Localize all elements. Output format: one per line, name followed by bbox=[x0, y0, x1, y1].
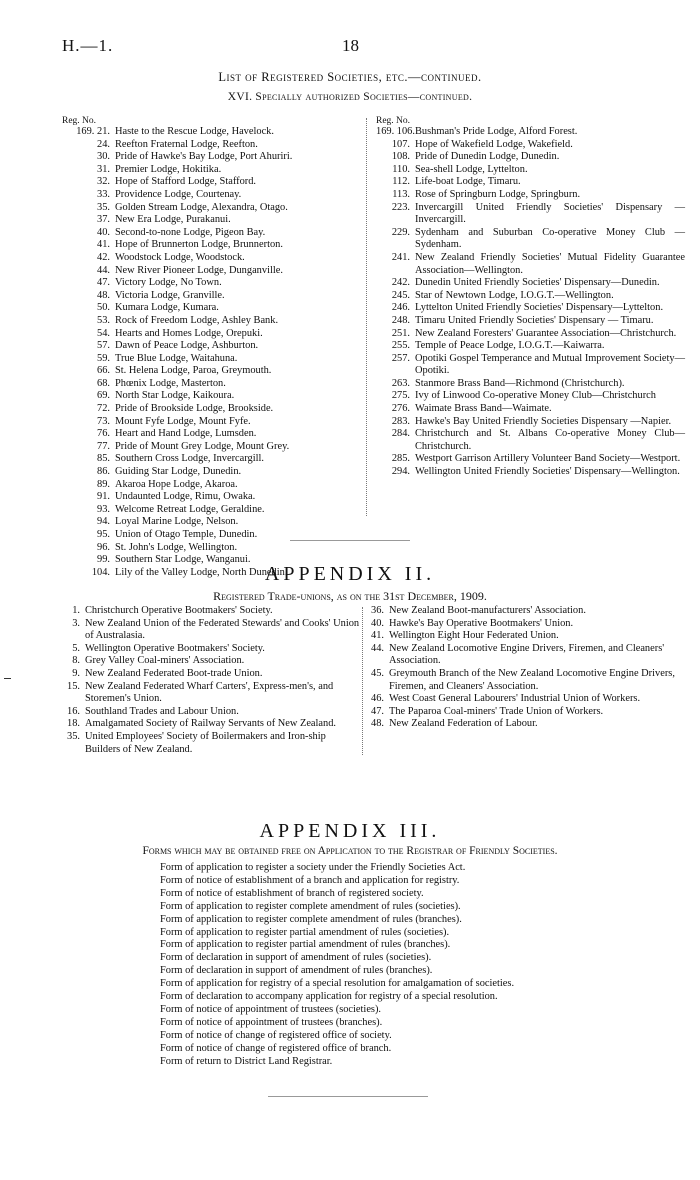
society-entry-text: North Star Lodge, Kaikoura. bbox=[115, 390, 235, 402]
form-item: Form of notice of appointment of trustees (societies). bbox=[160, 1003, 382, 1015]
society-entry-number: 31. bbox=[97, 163, 110, 175]
column-divider bbox=[366, 118, 367, 516]
society-entry bbox=[62, 239, 362, 252]
society-entry bbox=[376, 227, 696, 252]
section-title: List of Registered Societies, etc.—continued. bbox=[218, 70, 482, 84]
society-entry-number: 72. bbox=[97, 403, 110, 415]
society-entry-number: 73. bbox=[97, 415, 110, 427]
form-item: Form of declaration in support of amendment of rules (branches). bbox=[160, 965, 433, 977]
society-entry-number: 169. 21. bbox=[76, 126, 110, 137]
trade-union-entry-number: 48. bbox=[371, 718, 384, 730]
society-entry-number: 47. bbox=[97, 277, 110, 289]
reg-no-label-left: Reg. No. bbox=[62, 116, 97, 126]
appendix-ii-title: APPENDIX II. bbox=[264, 563, 436, 585]
trade-union-entry bbox=[62, 643, 362, 656]
society-entry-number: 94. bbox=[97, 516, 110, 528]
society-entry bbox=[62, 479, 362, 492]
society-entry-text: Lily of the Valley Lodge, North Dunedin. bbox=[115, 566, 288, 578]
trade-union-entry-text: Amalgamated Society of Railway Servants of New Zealand. bbox=[85, 718, 337, 730]
society-entry-number: 59. bbox=[97, 352, 110, 364]
header-reference: H.—1. bbox=[62, 36, 114, 55]
society-entry-text: Dunedin United Friendly Societies' Dispensary—Dunedin. bbox=[415, 277, 660, 289]
trade-union-entry bbox=[62, 618, 362, 643]
society-entry bbox=[376, 189, 696, 202]
society-entry-number: 85. bbox=[97, 453, 110, 465]
trade-union-entry-text: United Employees' Society of Boilermakers and Iron-ship Builders of New Zealand. bbox=[85, 730, 326, 755]
society-entry bbox=[376, 126, 696, 139]
trade-union-entry bbox=[62, 731, 362, 756]
society-entry-number: 242. bbox=[391, 277, 410, 289]
society-entry-number: 294. bbox=[391, 466, 410, 478]
trade-union-entry-text: Hawke's Bay Operative Bootmakers' Union. bbox=[389, 617, 574, 629]
society-entry-number: 275. bbox=[391, 390, 410, 402]
society-entry-number: 44. bbox=[97, 264, 110, 276]
trade-union-entry bbox=[62, 668, 362, 681]
society-entry-number: 93. bbox=[97, 503, 110, 515]
trade-union-entry bbox=[366, 706, 696, 719]
end-rule bbox=[268, 1096, 428, 1097]
society-entry-number: 76. bbox=[97, 428, 110, 440]
society-entry-text: New Zealand Foresters' Guarantee Association—Christchurch. bbox=[415, 327, 677, 339]
society-entry bbox=[376, 353, 696, 378]
society-entry bbox=[62, 328, 362, 341]
society-entry-number: 48. bbox=[97, 289, 110, 301]
society-entry-number: 50. bbox=[97, 302, 110, 314]
trade-union-entry-text: New Zealand Locomotive Engine Drivers, Firemen, and Cleaners' Association. bbox=[389, 642, 665, 667]
society-entry bbox=[62, 139, 362, 152]
society-entry bbox=[62, 176, 362, 189]
trade-union-entry-text: West Coast General Labourers' Industrial Union of Workers. bbox=[389, 693, 641, 705]
society-entry-text: Hope of Stafford Lodge, Stafford. bbox=[115, 176, 257, 188]
society-entry bbox=[62, 302, 362, 315]
society-entry bbox=[62, 202, 362, 215]
trade-union-entry bbox=[62, 655, 362, 668]
society-entry bbox=[62, 466, 362, 479]
society-entry-number: 241. bbox=[391, 251, 410, 263]
society-entry-text: Bushman's Pride Lodge, Alford Forest. bbox=[415, 126, 578, 137]
society-entry-text: Christchurch and St. Albans Co-operative Money Club—Christchurch. bbox=[415, 428, 685, 452]
trade-union-entry-text: Greymouth Branch of the New Zealand Locomotive Engine Drivers, Firemen, and Cleaners' Association. bbox=[389, 667, 675, 692]
form-item: Form of application to register complete amendment of rules (societies). bbox=[160, 900, 461, 912]
trade-union-entry bbox=[62, 718, 362, 731]
trade-union-entry-text: Southland Trades and Labour Union. bbox=[85, 705, 239, 717]
divider-rule bbox=[290, 540, 410, 541]
society-entry bbox=[62, 277, 362, 290]
trade-union-entry-number: 8. bbox=[72, 655, 80, 667]
society-entry-text: Lyttelton United Friendly Societies' Dispensary—Lyttelton. bbox=[415, 302, 664, 314]
society-entry bbox=[62, 416, 362, 429]
appendix-ii-subtitle: Registered Trade-unions, as on the 31st December, 1909. bbox=[213, 589, 487, 603]
society-entry-text: New Era Lodge, Purakanui. bbox=[115, 214, 231, 226]
society-entry-number: 251. bbox=[391, 327, 410, 339]
form-item: Form of application for registry of a special resolution for amalgamation of societies. bbox=[160, 978, 515, 990]
trade-union-entry-number: 45. bbox=[371, 667, 384, 679]
page-number: 18 bbox=[342, 36, 359, 55]
society-entry-text: Southern Star Lodge, Wanganui. bbox=[115, 554, 251, 566]
trade-union-entry-number: 9. bbox=[72, 667, 80, 679]
trade-union-entry-number: 15. bbox=[67, 680, 80, 692]
society-entry-text: Invercargill United Friendly Societies' Dispensary —Invercargill. bbox=[415, 201, 685, 226]
society-entry-text: Hope of Wakefield Lodge, Wakefield. bbox=[415, 138, 573, 150]
society-entry-text: Hope of Brunnerton Lodge, Brunnerton. bbox=[115, 239, 283, 251]
society-entry-number: 91. bbox=[97, 491, 110, 503]
trade-union-entry bbox=[366, 643, 696, 668]
society-entry-text: Opotiki Gospel Temperance and Mutual Improvement Society—Opotiki. bbox=[415, 352, 685, 377]
society-entry bbox=[62, 491, 362, 504]
society-entry-number: 257. bbox=[391, 352, 410, 364]
society-entry bbox=[376, 176, 696, 189]
society-entry-number: 107. bbox=[391, 138, 410, 150]
society-entry-text: Ivy of Linwood Co-operative Money Club—Christchurch bbox=[415, 390, 656, 402]
society-entry-text: Undaunted Lodge, Rimu, Owaka. bbox=[115, 491, 256, 503]
society-entry-text: Mount Fyfe Lodge, Mount Fyfe. bbox=[115, 415, 251, 427]
forms-list bbox=[160, 862, 514, 1069]
society-entry bbox=[62, 353, 362, 366]
trade-union-entry-number: 36. bbox=[371, 605, 384, 616]
society-entry-text: Stanmore Brass Band—Richmond (Christchurch). bbox=[415, 377, 625, 389]
society-entry-number: 86. bbox=[97, 466, 110, 478]
right-list-body bbox=[376, 126, 696, 479]
society-entry bbox=[62, 378, 362, 391]
left-society-list bbox=[62, 116, 362, 579]
society-entry bbox=[62, 403, 362, 416]
society-entry bbox=[62, 390, 362, 403]
trade-union-entry-text: Wellington Eight Hour Federated Union. bbox=[389, 630, 559, 642]
trade-union-entry bbox=[366, 618, 696, 631]
trade-union-entry-number: 47. bbox=[371, 705, 384, 717]
society-entry-text: Akaroa Hope Lodge, Akaroa. bbox=[115, 478, 238, 490]
society-entry-number: 42. bbox=[97, 251, 110, 263]
society-entry bbox=[62, 340, 362, 353]
society-entry-text: Victoria Lodge, Granville. bbox=[115, 289, 225, 301]
society-entry-text: Hawke's Bay United Friendly Societies Dispensary —Napier. bbox=[415, 415, 672, 427]
society-entry-text: Providence Lodge, Courtenay. bbox=[115, 188, 242, 200]
form-item: Form of application to register complete amendment of rules (branches). bbox=[160, 913, 462, 925]
society-entry-number: 54. bbox=[97, 327, 110, 339]
society-entry-text: Phœnix Lodge, Masterton. bbox=[115, 377, 226, 389]
society-entry bbox=[62, 164, 362, 177]
society-entry-number: 246. bbox=[391, 302, 410, 314]
society-entry bbox=[376, 252, 696, 277]
trade-union-entry-number: 41. bbox=[371, 630, 384, 642]
society-entry-number: 96. bbox=[97, 541, 110, 553]
society-entry bbox=[62, 441, 362, 454]
society-entry-text: Hearts and Homes Lodge, Orepuki. bbox=[115, 327, 263, 339]
society-entry-text: Heart and Hand Lodge, Lumsden. bbox=[115, 428, 257, 440]
society-entry bbox=[376, 416, 696, 429]
society-entry-text: Star of Newtown Lodge, I.O.G.T.—Wellington. bbox=[415, 289, 614, 301]
trade-union-entry-text: Grey Valley Coal-miners' Association. bbox=[85, 655, 245, 667]
society-entry bbox=[62, 265, 362, 278]
form-item: Form of declaration to accompany application for registry of a special resolution. bbox=[160, 991, 498, 1003]
society-entry-number: 99. bbox=[97, 554, 110, 566]
form-item: Form of application to register partial amendment of rules (societies). bbox=[160, 926, 450, 938]
form-item: Form of application to register a society under the Friendly Societies Act. bbox=[160, 862, 466, 873]
subsection-title: XVI. Specially authorized Societies—continued. bbox=[227, 91, 473, 103]
society-entry-number: 24. bbox=[97, 138, 110, 150]
society-entry bbox=[376, 340, 696, 353]
society-entry bbox=[62, 189, 362, 202]
society-entry bbox=[376, 151, 696, 164]
society-entry-number: 245. bbox=[391, 289, 410, 301]
society-entry-number: 68. bbox=[97, 377, 110, 389]
trade-union-entry bbox=[366, 668, 696, 693]
society-entry-number: 30. bbox=[97, 151, 110, 163]
society-entry-number: 110. bbox=[392, 163, 410, 175]
society-entry-text: Pride of Brookside Lodge, Brookside. bbox=[115, 403, 274, 415]
society-entry-number: 40. bbox=[97, 226, 110, 238]
form-item: Form of declaration in support of amendment of rules (societies). bbox=[160, 952, 432, 964]
form-item: Form of notice of establishment of a branch and application for registry. bbox=[160, 874, 460, 886]
society-entry-text: Victory Lodge, No Town. bbox=[115, 277, 222, 289]
society-entry bbox=[376, 315, 696, 328]
society-entry-text: Woodstock Lodge, Woodstock. bbox=[115, 251, 245, 263]
trade-union-entry bbox=[62, 706, 362, 719]
society-entry bbox=[62, 504, 362, 517]
society-entry bbox=[62, 290, 362, 303]
society-entry bbox=[376, 378, 696, 391]
society-entry bbox=[62, 227, 362, 240]
society-entry bbox=[376, 277, 696, 290]
society-entry-number: 66. bbox=[97, 365, 110, 377]
society-entry bbox=[62, 428, 362, 441]
society-entry bbox=[62, 126, 362, 139]
society-entry bbox=[62, 151, 362, 164]
society-entry-text: Sea-shell Lodge, Lyttelton. bbox=[415, 163, 528, 175]
society-entry-text: Life-boat Lodge, Timaru. bbox=[415, 176, 521, 188]
trade-union-entry bbox=[62, 605, 362, 618]
society-entry-text: Rose of Springburn Lodge, Springburn. bbox=[415, 188, 581, 200]
society-entry-number: 77. bbox=[97, 440, 110, 452]
society-entry-text: Premier Lodge, Hokitika. bbox=[115, 163, 222, 175]
society-entry-number: 35. bbox=[97, 201, 110, 213]
society-entry-number: 169. 106. bbox=[376, 126, 415, 137]
trade-union-entry bbox=[366, 630, 696, 643]
society-entry bbox=[376, 390, 696, 403]
society-entry bbox=[376, 302, 696, 315]
trade-union-entry-number: 3. bbox=[72, 617, 80, 629]
society-entry-number: 248. bbox=[391, 314, 410, 326]
trade-union-entry-text: New Zealand Federation of Labour. bbox=[389, 718, 538, 730]
margin-mark bbox=[4, 678, 11, 679]
appendix-iii-title: APPENDIX III. bbox=[259, 820, 441, 842]
society-entry-text: Pride of Dunedin Lodge, Dunedin. bbox=[415, 151, 560, 163]
society-entry-number: 95. bbox=[97, 529, 110, 540]
society-entry-number: 284. bbox=[391, 428, 410, 440]
society-entry-text: Pride of Hawke's Bay Lodge, Port Ahuriri. bbox=[115, 151, 293, 163]
trade-union-entry-text: New Zealand Union of the Federated Stewards' and Cooks' Union of Australasia. bbox=[85, 617, 360, 642]
society-entry-text: Second-to-none Lodge, Pigeon Bay. bbox=[115, 226, 266, 238]
form-item: Form of return to District Land Registrar. bbox=[160, 1055, 333, 1067]
trade-union-entry bbox=[366, 605, 696, 618]
society-entry-number: 69. bbox=[97, 390, 110, 402]
society-entry-text: Haste to the Rescue Lodge, Havelock. bbox=[115, 126, 274, 137]
society-entry bbox=[62, 542, 362, 555]
left-list-body bbox=[62, 126, 362, 579]
trade-union-entry-text: New Zealand Federated Boot-trade Union. bbox=[85, 667, 263, 679]
society-entry-number: 283. bbox=[391, 415, 410, 427]
society-entry-number: 255. bbox=[391, 340, 410, 352]
society-entry-text: New River Pioneer Lodge, Dunganville. bbox=[115, 264, 283, 276]
appendix-divider bbox=[362, 607, 363, 755]
society-entry-number: 276. bbox=[391, 403, 410, 415]
trade-union-entry-text: Wellington Operative Bootmakers' Society. bbox=[85, 642, 265, 654]
trade-union-entry-number: 35. bbox=[67, 730, 80, 742]
society-entry-number: 263. bbox=[391, 377, 410, 389]
society-entry-number: 223. bbox=[391, 201, 410, 213]
society-entry-text: St. John's Lodge, Wellington. bbox=[115, 541, 238, 553]
society-entry-number: 113. bbox=[392, 188, 410, 200]
society-entry-number: 33. bbox=[97, 188, 110, 200]
society-entry-number: 229. bbox=[391, 226, 410, 238]
society-entry-number: 53. bbox=[97, 314, 110, 326]
trade-union-list-left bbox=[62, 605, 362, 756]
society-entry-text: Westport Garrison Artillery Volunteer Band Society—Westport. bbox=[415, 453, 681, 465]
society-entry-text: Welcome Retreat Lodge, Geraldine. bbox=[115, 503, 265, 515]
society-entry bbox=[376, 202, 696, 227]
society-entry bbox=[376, 453, 696, 466]
society-entry-text: Rock of Freedom Lodge, Ashley Bank. bbox=[115, 314, 279, 326]
society-entry bbox=[376, 428, 696, 453]
society-entry-number: 108. bbox=[391, 151, 410, 163]
trade-union-list-right bbox=[366, 605, 696, 731]
society-entry bbox=[376, 328, 696, 341]
society-entry-text: Temple of Peace Lodge, I.O.G.T.—Kaiwarra. bbox=[415, 340, 605, 352]
trade-union-entry bbox=[62, 681, 362, 706]
society-entry-number: 89. bbox=[97, 478, 110, 490]
society-entry bbox=[62, 516, 362, 529]
trade-union-entry bbox=[366, 693, 696, 706]
trade-union-entry-number: 44. bbox=[371, 642, 384, 654]
trade-union-entry-text: New Zealand Boot-manufacturers' Association. bbox=[389, 605, 586, 616]
trade-union-entry-number: 46. bbox=[371, 693, 384, 705]
society-entry-text: Guiding Star Lodge, Dunedin. bbox=[115, 466, 242, 478]
society-entry-text: Pride of Mount Grey Lodge, Mount Grey. bbox=[115, 440, 290, 452]
society-entry-number: 32. bbox=[97, 176, 110, 188]
society-entry-text: Loyal Marine Lodge, Nelson. bbox=[115, 516, 239, 528]
society-entry-text: Kumara Lodge, Kumara. bbox=[115, 302, 219, 314]
society-entry bbox=[376, 290, 696, 303]
society-entry bbox=[62, 365, 362, 378]
form-item: Form of notice of appointment of trustees (branches). bbox=[160, 1016, 383, 1028]
trade-union-entry-number: 40. bbox=[371, 617, 384, 629]
trade-union-entry-text: Christchurch Operative Bootmakers' Society. bbox=[85, 605, 273, 616]
society-entry bbox=[376, 139, 696, 152]
society-entry-text: Timaru United Friendly Societies' Dispensary — Timaru. bbox=[415, 314, 654, 326]
society-entry bbox=[376, 466, 696, 479]
society-entry-text: Dawn of Peace Lodge, Ashburton. bbox=[115, 340, 259, 352]
society-entry-number: 57. bbox=[97, 340, 110, 352]
society-entry-text: Reefton Fraternal Lodge, Reefton. bbox=[115, 138, 258, 150]
society-entry-number: 285. bbox=[391, 453, 410, 465]
right-society-list bbox=[376, 116, 696, 479]
form-item: Form of notice of establishment of branch of registered society. bbox=[160, 887, 424, 899]
trade-union-entry-text: The Paparoa Coal-miners' Trade Union of Workers. bbox=[389, 705, 604, 717]
society-entry bbox=[62, 214, 362, 227]
society-entry-text: Waimate Brass Band—Waimate. bbox=[415, 403, 552, 415]
society-entry bbox=[62, 252, 362, 265]
form-item: Form of notice of change of registered office of society. bbox=[160, 1029, 392, 1041]
form-item: Form of application to register partial amendment of rules (branches). bbox=[160, 939, 451, 951]
society-entry-text: Golden Stream Lodge, Alexandra, Otago. bbox=[115, 201, 288, 213]
society-entry-text: True Blue Lodge, Waitahuna. bbox=[115, 352, 238, 364]
society-entry-number: 104. bbox=[91, 566, 110, 578]
society-entry-text: St. Helena Lodge, Paroa, Greymouth. bbox=[115, 365, 272, 377]
trade-union-entry bbox=[366, 718, 696, 731]
appendix-iii-subtitle: Forms which may be obtained free on Application to the Registrar of Friendly Societies. bbox=[142, 845, 558, 857]
form-item: Form of notice of change of registered office of branch. bbox=[160, 1042, 392, 1054]
trade-union-entry-number: 18. bbox=[67, 718, 80, 730]
society-entry bbox=[62, 315, 362, 328]
trade-union-entry-number: 5. bbox=[72, 642, 80, 654]
society-entry-text: Wellington United Friendly Societies' Dispensary—Wellington. bbox=[415, 466, 680, 478]
society-entry-text: Southern Cross Lodge, Invercargill. bbox=[115, 453, 264, 465]
society-entry-number: 37. bbox=[97, 214, 110, 226]
trade-union-entry-text: New Zealand Federated Wharf Carters', Express-men's, and Storemen's Union. bbox=[85, 680, 334, 705]
society-entry bbox=[376, 164, 696, 177]
society-entry-text: Sydenham and Suburban Co-operative Money Club —Sydenham. bbox=[415, 226, 685, 251]
society-entry-number: 112. bbox=[392, 176, 410, 188]
society-entry-text: New Zealand Friendly Societies' Mutual Fidelity Guarantee Association—Wellington. bbox=[415, 251, 685, 276]
society-entry-number: 41. bbox=[97, 239, 110, 251]
society-entry bbox=[62, 453, 362, 466]
society-entry bbox=[376, 403, 696, 416]
trade-union-entry-number: 1. bbox=[72, 605, 80, 616]
reg-no-label-right: Reg. No. bbox=[376, 116, 411, 126]
society-entry-text: Union of Otago Temple, Dunedin. bbox=[115, 529, 258, 540]
trade-union-entry-number: 16. bbox=[67, 705, 80, 717]
